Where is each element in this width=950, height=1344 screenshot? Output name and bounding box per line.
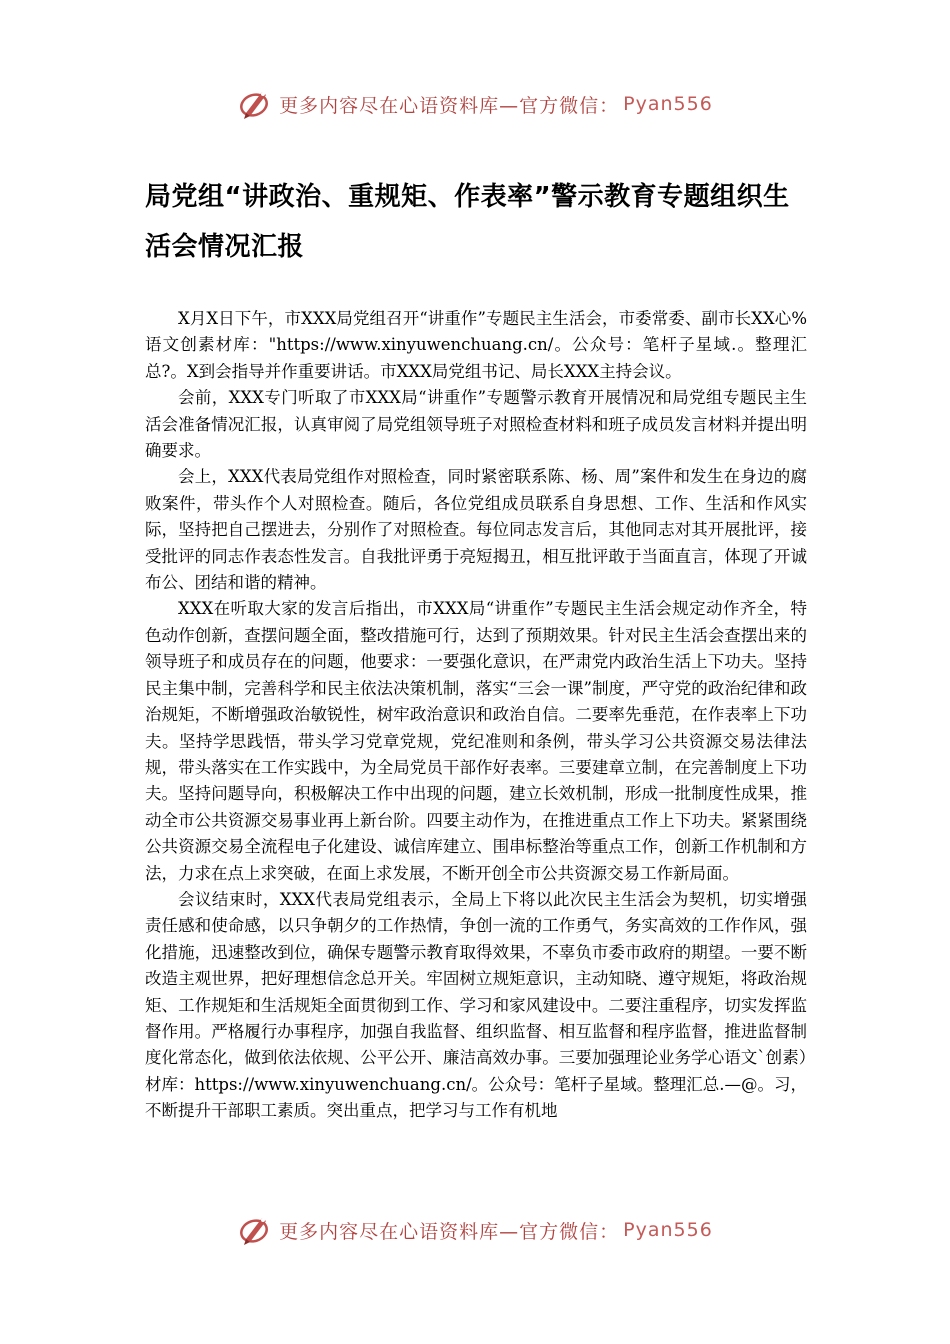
pen-nib-logo-icon bbox=[237, 1212, 273, 1248]
paragraph: 会议结束时，XXX代表局党组表示，全局上下将以此次民主生活会为契机，切实增强责任感和使命感，以只争朝夕的工作热情，争创一流的工作勇气，务实高效的工作作风，强化措施，迅速整改到位，确保专题警示教育取得效果，不辜负市委市政府的期望。一要不断改造主观世界，把好理想信念总开关。牢固树立规矩意识，主动知晓、遵守规矩，将政治规矩、工作规矩和生活规矩全面贯彻到工作、学习和家风建设中。二要注重程序，切实发挥监督作用。严格履行办事程序，加强自我监督、组织监督、相互监督和程序监督，推进监督制度化常态化，做到依法依规、公平公开、廉洁高效办事。三要加强理论业务学心语文`创素）材库：https://www.xinyuwenchuang.cn/。公众号：笔杆子星域。整理汇总.—@。习，不断提升干部职工素质。突出重点，把学习与工作有机地 bbox=[145, 889, 807, 1121]
document-body bbox=[145, 306, 807, 1125]
paragraph: X月X日下午，市XXX局党组召开“讲重作”专题民主生活会，市委常委、副市长XX心%语文创素材库："https://www.xinyuwenchuang.cn/。公众号：笔杆子星域.。整理汇总?。X到会指导并作重要讲话。市XXX局党组书记、局长XXX主持会议。 bbox=[145, 309, 807, 381]
paragraph: XXX在听取大家的发言后指出，市XXX局“讲重作”专题民主生活会规定动作齐全，特色动作创新，查摆问题全面，整改措施可行，达到了预期效果。针对民主生活会查摆出来的领导班子和成员存在的问题，他要求：一要强化意识，在严肃党内政治生活上下功夫。坚持民主集中制，完善科学和民主依法决策机制，落实“三会一课”制度，严守党的政治纪律和政治规矩，不断增强政治敏锐性，树牢政治意识和政治自信。二要率先垂范，在作表率上下功夫。坚持学思践悟，带头学习党章党规，党纪准则和条例，带头学习公共资源交易法律法规，带头落实在工作实践中，为全局党员干部作好表率。三要建章立制，在完善制度上下功夫。坚持问题导向，积极解决工作中出现的问题，建立长效机制，形成一批制度性成果，推动全市公共资源交易事业再上新台阶。四要主动作为，在推进重点工作上下功夫。紧紧围绕公共资源交易全流程电子化建设、诚信库建立、围串标整治等重点工作，创新工作机制和方法，力求在点上求突破，在面上求发展，不断开创全市公共资源交易工作新局面。 bbox=[145, 599, 807, 883]
paragraph: 会前，XXX专门听取了市XXX局“讲重作”专题警示教育开展情况和局党组专题民主生活会准备情况汇报，认真审阅了局党组领导班子对照检查材料和班子成员发言材料并提出明确要求。 bbox=[145, 388, 807, 461]
banner-text: 更多内容尽在心语资料库—官方微信： bbox=[279, 1220, 620, 1243]
pen-nib-logo-icon bbox=[237, 86, 273, 122]
document-title: 局党组“讲政治、重规矩、作表率”警示教育专题组织生活会情况汇报 bbox=[145, 182, 790, 262]
header-banner bbox=[0, 84, 950, 124]
footer-banner bbox=[0, 1210, 950, 1250]
banner-text: 更多内容尽在心语资料库—官方微信： bbox=[279, 94, 620, 117]
wechat-id: Pyan556 bbox=[623, 93, 713, 115]
wechat-id: Pyan556 bbox=[623, 1219, 713, 1241]
paragraph: 会上，XXX代表局党组作对照检查，同时紧密联系陈、杨、周”案件和发生在身边的腐败案件，带头作个人对照检查。随后，各位党组成员联系自身思想、工作、生活和作风实际，坚持把自己摆进去，分别作了对照检查。每位同志发言后，其他同志对其开展批评，接受批评的同志作表态性发言。自我批评勇于亮短揭丑，相互批评敢于当面直言，体现了开诚布公、团结和谐的精神。 bbox=[145, 467, 807, 593]
